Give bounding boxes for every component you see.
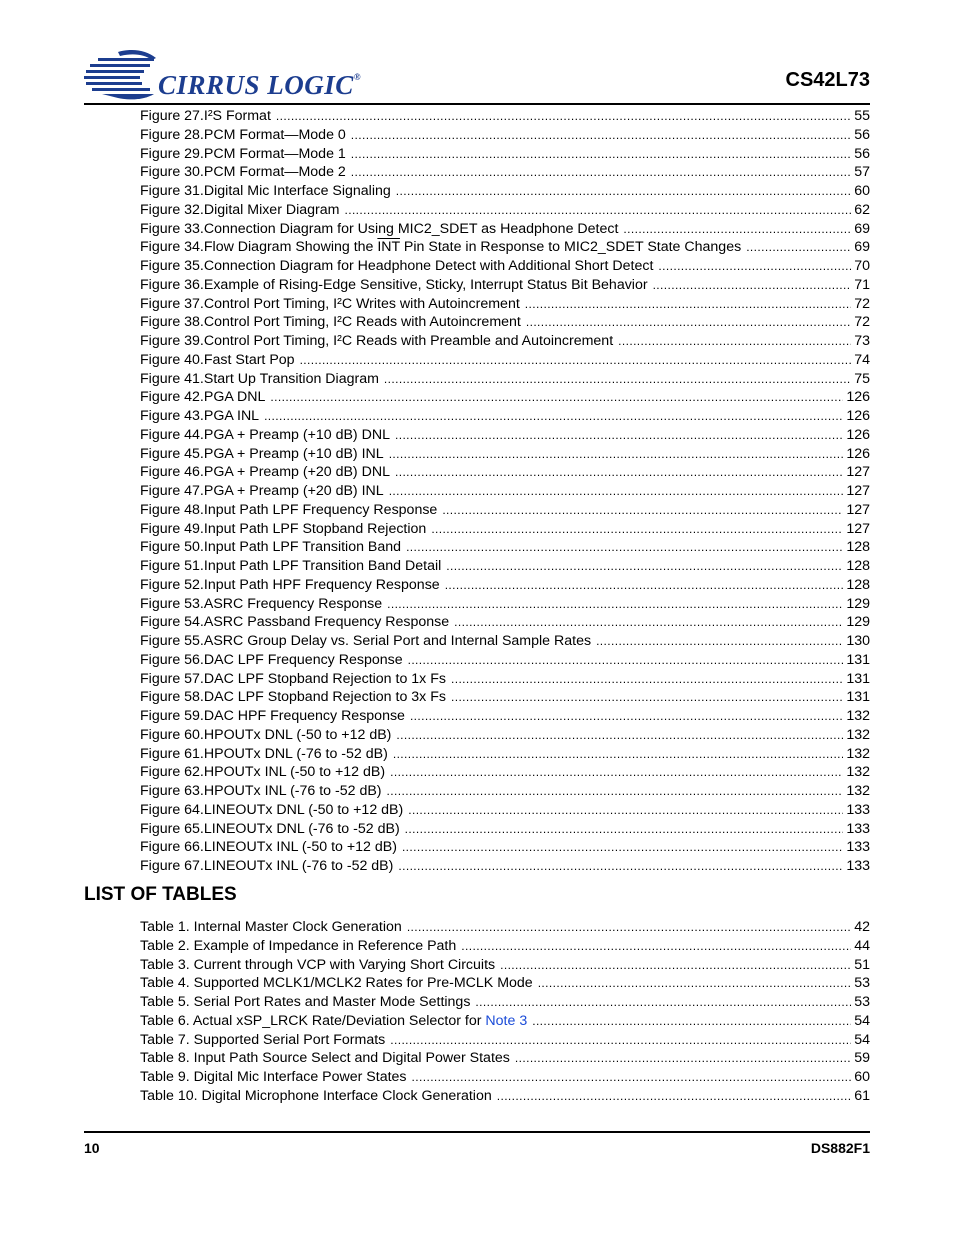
page-number: 10 xyxy=(84,1140,100,1156)
toc-entry[interactable] xyxy=(140,857,870,876)
toc-entry[interactable] xyxy=(140,182,870,201)
toc-entry-title: Table 9. Digital Mic Interface Power States xyxy=(140,1069,407,1085)
header-divider xyxy=(84,103,870,105)
toc-entry-title-part: Figure 34.Flow Diagram Showing the xyxy=(140,239,378,256)
toc-entry-page: 128 xyxy=(846,576,870,593)
toc-entry-title: Figure 48.Input Path LPF Frequency Response xyxy=(140,501,438,518)
toc-entry-page: 60 xyxy=(854,183,870,199)
toc-entry-title: Figure 52.Input Path HPF Frequency Response xyxy=(140,576,440,593)
toc-entry-title-part: Pin State in Response to MIC2_SDET State Changes xyxy=(399,239,742,256)
toc-entry-title: Figure 66.LINEOUTx INL (-50 to +12 dB) xyxy=(140,839,397,856)
toc-entry[interactable] xyxy=(140,993,870,1012)
toc-entry-page: 126 xyxy=(846,389,870,406)
dot-leader xyxy=(351,145,851,164)
toc-entry[interactable] xyxy=(140,126,870,145)
toc-entry-title: Figure 67.LINEOUTx INL (-76 to -52 dB) xyxy=(140,858,394,874)
toc-entry-title: Figure 33.Connection Diagram for Using MIC2_SDET as Headphone Detect xyxy=(140,220,619,237)
list-of-tables xyxy=(140,918,870,1106)
toc-entry-title: Figure 49.Input Path LPF Stopband Rejection xyxy=(140,520,427,537)
toc-entry[interactable] xyxy=(140,538,870,557)
dot-leader xyxy=(658,257,851,276)
toc-entry-page: 69 xyxy=(854,220,870,237)
toc-entry-page: 56 xyxy=(854,126,870,143)
toc-entry-title: Table 1. Internal Master Clock Generation xyxy=(140,919,402,935)
toc-entry[interactable] xyxy=(140,1049,870,1068)
toc-entry-page: 132 xyxy=(846,783,870,799)
toc-entry-title: Table 3. Current through VCP with Varying Short Circuits xyxy=(140,956,496,973)
note-link[interactable]: Note 3 xyxy=(485,1012,528,1029)
dot-leader xyxy=(395,463,843,482)
toc-entry-page: 131 xyxy=(846,670,870,687)
toc-entry-page: 61 xyxy=(854,1087,870,1104)
toc-entry-title: Figure 44.PGA + Preamp (+10 dB) DNL xyxy=(140,426,390,443)
toc-entry-page: 127 xyxy=(846,483,870,499)
toc-entry[interactable] xyxy=(140,632,870,651)
toc-entry-page: 132 xyxy=(846,764,870,781)
dot-leader xyxy=(596,632,843,651)
toc-entry[interactable] xyxy=(140,918,870,937)
toc-entry-page: 132 xyxy=(846,708,870,724)
dot-leader xyxy=(387,782,844,801)
toc-entry-title: Figure 29.PCM Format—Mode 1 xyxy=(140,145,346,162)
toc-entry[interactable] xyxy=(140,613,870,632)
toc-entry[interactable] xyxy=(140,726,870,745)
dot-leader xyxy=(344,201,851,220)
toc-entry-title: Figure 35.Connection Diagram for Headphone Detect with Additional Short Detect xyxy=(140,258,654,274)
dot-leader xyxy=(389,445,844,464)
toc-entry[interactable] xyxy=(140,838,870,857)
dot-leader xyxy=(500,956,851,975)
dot-leader xyxy=(276,107,851,126)
toc-entry[interactable] xyxy=(140,445,870,464)
toc-entry-page: 42 xyxy=(854,919,870,935)
toc-entry-page: 72 xyxy=(854,314,870,331)
cirrus-logic-logo xyxy=(84,48,362,100)
toc-entry-page: 74 xyxy=(854,351,870,368)
toc-entry-title: Figure 53.ASRC Frequency Response xyxy=(140,595,383,612)
dot-leader xyxy=(623,220,851,239)
toc-entry[interactable] xyxy=(140,313,870,332)
toc-entry-page: 75 xyxy=(854,370,870,387)
toc-entry-title: Figure 47.PGA + Preamp (+20 dB) INL xyxy=(140,483,384,499)
toc-entry-page: 128 xyxy=(846,539,870,556)
toc-entry-page: 126 xyxy=(846,408,870,424)
toc-entry-title: Figure 36.Example of Rising-Edge Sensitive, Sticky, Interrupt Status Bit Behavior xyxy=(140,276,648,293)
toc-entry[interactable] xyxy=(140,595,870,614)
dot-leader xyxy=(451,670,843,689)
toc-entry[interactable] xyxy=(140,1012,870,1031)
toc-entry[interactable] xyxy=(140,974,870,993)
dot-leader xyxy=(538,974,852,993)
toc-entry-page: 133 xyxy=(846,820,870,837)
toc-entry-page: 126 xyxy=(846,426,870,443)
toc-entry-page: 51 xyxy=(854,956,870,973)
dot-leader xyxy=(412,1068,852,1087)
toc-entry[interactable] xyxy=(140,332,870,351)
toc-entry-title xyxy=(140,238,746,257)
toc-entry-title: Figure 50.Input Path LPF Transition Band xyxy=(140,539,402,556)
toc-entry-page: 126 xyxy=(846,445,870,462)
toc-entry-title: Figure 27.I²S Format xyxy=(140,108,271,124)
toc-entry[interactable] xyxy=(140,688,870,707)
toc-entry-page: 72 xyxy=(854,295,870,312)
dot-leader xyxy=(461,937,851,956)
toc-entry-title: Figure 31.Digital Mic Interface Signaling xyxy=(140,183,391,199)
document-id: DS882F1 xyxy=(810,1140,870,1156)
toc-entry[interactable] xyxy=(140,745,870,764)
toc-entry[interactable] xyxy=(140,145,870,164)
toc-entry-title: Figure 65.LINEOUTx DNL (-76 to -52 dB) xyxy=(140,820,400,837)
dot-leader xyxy=(300,351,852,370)
toc-entry[interactable] xyxy=(140,651,870,670)
toc-entry[interactable] xyxy=(140,426,870,445)
toc-entry-page: 71 xyxy=(854,276,870,293)
toc-entry[interactable] xyxy=(140,520,870,539)
toc-entry-page: 131 xyxy=(846,651,870,668)
toc-entry-title: Figure 64.LINEOUTx DNL (-50 to +12 dB) xyxy=(140,801,404,818)
toc-entry-title: Figure 45.PGA + Preamp (+10 dB) INL xyxy=(140,445,384,462)
toc-entry-title: Table 5. Serial Port Rates and Master Mode Settings xyxy=(140,994,471,1010)
toc-entry[interactable] xyxy=(140,1068,870,1087)
toc-entry[interactable] xyxy=(140,956,870,975)
footer-divider xyxy=(84,1131,870,1133)
dot-leader xyxy=(431,520,843,539)
toc-entry-page: 69 xyxy=(854,239,870,256)
toc-entry-title: Table 7. Supported Serial Port Formats xyxy=(140,1031,386,1048)
toc-entry-page: 127 xyxy=(846,501,870,518)
toc-entry-title: Figure 61.HPOUTx DNL (-76 to -52 dB) xyxy=(140,745,388,762)
toc-entry[interactable] xyxy=(140,295,870,314)
toc-entry-page: 70 xyxy=(854,258,870,274)
toc-entry[interactable] xyxy=(140,201,870,220)
toc-entry[interactable] xyxy=(140,782,870,801)
toc-entry-page: 133 xyxy=(846,839,870,856)
toc-entry-title: Table 8. Input Path Source Select and Digital Power States xyxy=(140,1050,510,1067)
document-title: CS42L73 xyxy=(785,69,870,91)
toc-entry-title: Figure 39.Control Port Timing, I²C Reads with Preamble and Autoincrement xyxy=(140,333,614,349)
toc-entry-page: 53 xyxy=(854,975,870,992)
dot-leader xyxy=(445,576,844,595)
toc-entry-title: Figure 30.PCM Format—Mode 2 xyxy=(140,164,346,181)
dot-leader xyxy=(351,126,851,145)
dot-leader xyxy=(393,745,843,764)
toc-entry-title: Table 2. Example of Impedance in Reference Path xyxy=(140,937,457,954)
dot-leader xyxy=(408,651,844,670)
dot-leader xyxy=(390,1031,851,1050)
toc-entry-page: 129 xyxy=(846,595,870,612)
dot-leader xyxy=(497,1087,851,1106)
active-low-signal-name: $\overline{INT}$ xyxy=(377,239,400,256)
toc-entry-page: 55 xyxy=(854,108,870,124)
dot-leader xyxy=(351,163,851,182)
dot-leader xyxy=(515,1049,851,1068)
dot-leader xyxy=(396,182,851,201)
toc-entry-title: Figure 60.HPOUTx DNL (-50 to +12 dB) xyxy=(140,726,392,743)
toc-entry-title: Figure 42.PGA DNL xyxy=(140,389,266,406)
toc-entry-page: 130 xyxy=(846,633,870,649)
toc-entry[interactable] xyxy=(140,576,870,595)
toc-entry-page: 128 xyxy=(846,558,870,574)
dot-leader xyxy=(406,538,843,557)
dot-leader xyxy=(618,332,851,351)
dot-leader xyxy=(410,707,843,726)
dot-leader xyxy=(384,370,851,389)
toc-entry-page: 53 xyxy=(854,994,870,1010)
dot-leader xyxy=(475,993,851,1012)
toc-entry-title: Figure 51.Input Path LPF Transition Band Detail xyxy=(140,558,442,574)
dot-leader xyxy=(395,426,843,445)
toc-entry[interactable] xyxy=(140,370,870,389)
dot-leader xyxy=(653,276,852,295)
dot-leader xyxy=(405,820,844,839)
dot-leader xyxy=(446,557,843,576)
toc-entry-page: 56 xyxy=(854,145,870,162)
dot-leader xyxy=(746,238,851,257)
toc-entry[interactable] xyxy=(140,107,870,126)
toc-entry-title: Figure 57.DAC LPF Stopband Rejection to 1x Fs xyxy=(140,670,446,687)
toc-entry-page: 133 xyxy=(846,858,870,874)
toc-entry-title: Table 4. Supported MCLK1/MCLK2 Rates for Pre-MCLK Mode xyxy=(140,975,533,992)
toc-entry[interactable] xyxy=(140,257,870,276)
toc-entry-page: 59 xyxy=(854,1050,870,1067)
toc-entry-title: Table 10. Digital Microphone Interface Clock Generation xyxy=(140,1087,492,1104)
dot-leader xyxy=(532,1012,851,1031)
toc-entry[interactable] xyxy=(140,1087,870,1106)
toc-entry-title: Figure 59.DAC HPF Frequency Response xyxy=(140,708,405,724)
toc-entry[interactable] xyxy=(140,937,870,956)
toc-entry-page: 62 xyxy=(854,201,870,218)
toc-entry[interactable] xyxy=(140,351,870,370)
toc-entry[interactable] xyxy=(140,276,870,295)
toc-entry-title: Figure 38.Control Port Timing, I²C Reads with Autoincrement xyxy=(140,314,521,331)
page-header xyxy=(84,44,870,102)
dot-leader xyxy=(396,726,843,745)
toc-entry-title: Figure 62.HPOUTx INL (-50 to +12 dB) xyxy=(140,764,386,781)
toc-entry[interactable] xyxy=(140,220,870,239)
toc-entry[interactable] xyxy=(140,801,870,820)
toc-entry-title: Figure 54.ASRC Passband Frequency Response xyxy=(140,614,450,631)
toc-entry[interactable] xyxy=(140,501,870,520)
toc-entry-page: 57 xyxy=(854,164,870,181)
dot-leader xyxy=(390,763,843,782)
toc-entry-title xyxy=(140,1012,532,1031)
dot-leader xyxy=(387,595,843,614)
dot-leader xyxy=(526,313,851,332)
toc-entry-title: Figure 58.DAC LPF Stopband Rejection to 3x Fs xyxy=(140,689,446,706)
toc-entry[interactable] xyxy=(140,557,870,576)
toc-entry[interactable] xyxy=(140,163,870,182)
toc-entry-title: Figure 43.PGA INL xyxy=(140,408,260,424)
dot-leader xyxy=(402,838,843,857)
toc-entry-page: 132 xyxy=(846,745,870,762)
dot-leader xyxy=(525,295,851,314)
toc-entry-title: Figure 55.ASRC Group Delay vs. Serial Port and Internal Sample Rates xyxy=(140,633,592,649)
toc-entry-page: 127 xyxy=(846,520,870,537)
toc-entry-page: 131 xyxy=(846,689,870,706)
toc-entry[interactable] xyxy=(140,820,870,839)
toc-entry-page: 54 xyxy=(854,1031,870,1048)
dot-leader xyxy=(389,482,844,501)
toc-entry-title: Figure 63.HPOUTx INL (-76 to -52 dB) xyxy=(140,783,382,799)
toc-entry-title: Figure 37.Control Port Timing, I²C Writes with Autoincrement xyxy=(140,295,520,312)
brand-name: CIRRUS LOGIC® xyxy=(158,70,362,100)
toc-entry-page: 127 xyxy=(846,464,870,481)
toc-entry-page: 54 xyxy=(854,1012,870,1029)
dot-leader xyxy=(398,857,843,876)
toc-entry-page: 129 xyxy=(846,614,870,631)
toc-entry[interactable] xyxy=(140,763,870,782)
toc-entry[interactable] xyxy=(140,670,870,689)
toc-entry-page: 132 xyxy=(846,726,870,743)
toc-entry-title: Figure 28.PCM Format—Mode 0 xyxy=(140,126,346,143)
toc-entry[interactable] xyxy=(140,1031,870,1050)
toc-entry[interactable] xyxy=(140,707,870,726)
toc-entry-title: Figure 40.Fast Start Pop xyxy=(140,351,295,368)
toc-entry[interactable] xyxy=(140,407,870,426)
toc-entry[interactable] xyxy=(140,482,870,501)
toc-entry-title-part: Table 6. Actual xSP_LRCK Rate/Deviation Selector for xyxy=(140,1012,486,1029)
toc-entry-title: Figure 41.Start Up Transition Diagram xyxy=(140,370,379,387)
dot-leader xyxy=(270,388,843,407)
dot-leader xyxy=(454,613,843,632)
list-of-figures xyxy=(140,107,870,876)
dot-leader xyxy=(264,407,843,426)
toc-entry-page: 44 xyxy=(854,937,870,954)
list-of-tables-heading: LIST OF TABLES xyxy=(84,884,237,905)
dot-leader xyxy=(408,801,843,820)
toc-entry-title: Figure 56.DAC LPF Frequency Response xyxy=(140,651,403,668)
toc-entry-page: 133 xyxy=(846,801,870,818)
toc-entry[interactable] xyxy=(140,388,870,407)
toc-entry-page: 60 xyxy=(854,1069,870,1085)
dot-leader xyxy=(451,688,843,707)
toc-entry[interactable] xyxy=(140,238,870,257)
dot-leader xyxy=(442,501,843,520)
toc-entry[interactable] xyxy=(140,463,870,482)
toc-entry-title: Figure 32.Digital Mixer Diagram xyxy=(140,201,340,218)
toc-entry-page: 73 xyxy=(854,333,870,349)
toc-entry-title: Figure 46.PGA + Preamp (+20 dB) DNL xyxy=(140,464,390,481)
dot-leader xyxy=(407,918,851,937)
